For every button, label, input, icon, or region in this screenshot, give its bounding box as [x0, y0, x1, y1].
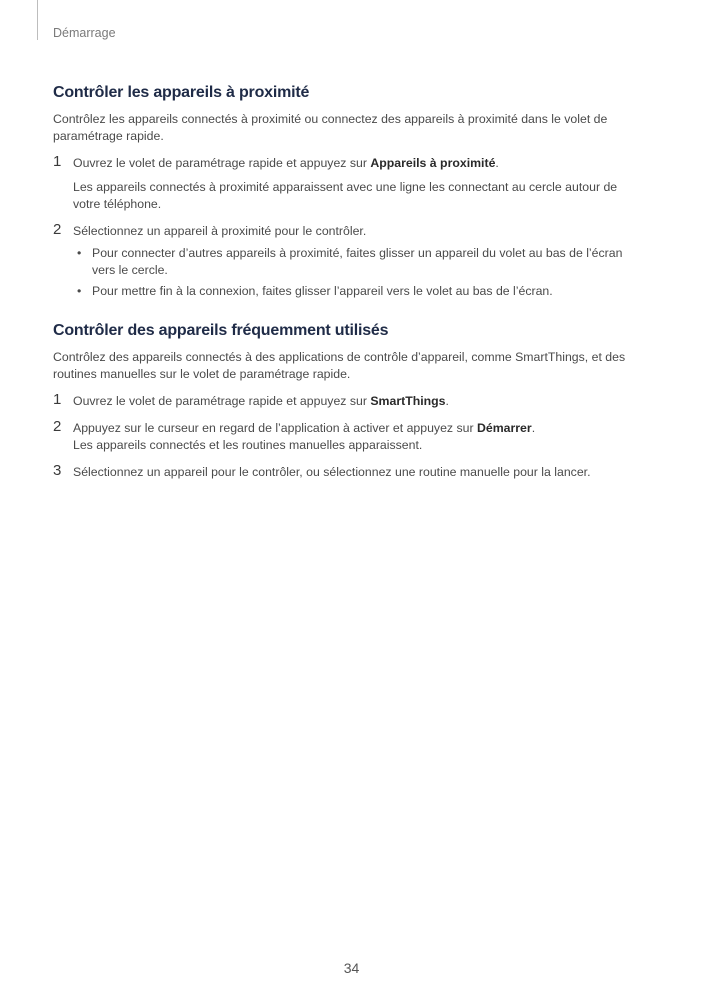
- step-text-part: .: [531, 421, 536, 435]
- section-intro-frequent-devices: Contrôlez des appareils connectés à des applications de contrôle d’appareil, comme SmartThings, et des routines manuelles sur le volet de paramétrage rapide.: [53, 350, 626, 381]
- bullet-text: Pour mettre fin à la connexion, faites glisser l’appareil vers le volet au bas de l’écran.: [92, 284, 553, 298]
- section-intro-nearby-devices: Contrôlez les appareils connectés à proximité ou connectez des appareils à proximité dans le volet de paramétrage rapide.: [53, 112, 608, 143]
- step-number: 3: [53, 462, 62, 479]
- step-text-part: .: [495, 156, 499, 170]
- step-item: [53, 464, 633, 481]
- step-text: [73, 420, 633, 437]
- ui-term-smartthings: SmartThings: [370, 394, 446, 408]
- ui-term-nearby-devices: Appareils à proximité: [370, 156, 496, 170]
- step-note: Les appareils connectés à proximité apparaissent avec une ligne les connectant au cercle autour de votre téléphone.: [73, 180, 618, 211]
- step-text: Sélectionnez un appareil à proximité pour le contrôler.: [73, 224, 367, 238]
- step-text-part: Ouvrez le volet de paramétrage rapide et appuyez sur: [73, 156, 371, 170]
- step-text: [73, 155, 633, 172]
- bullet-text: Pour connecter d’autres appareils à proximité, faites glisser un appareil du volet au bas de l’écran vers le cercle.: [92, 246, 623, 277]
- bullet-item: [73, 283, 633, 300]
- section-title-frequent-devices: Contrôler des appareils fréquemment utilisés: [53, 322, 389, 339]
- page-number: 34: [343, 960, 360, 976]
- step-item: [53, 420, 633, 454]
- section-title-nearby-devices: Contrôler les appareils à proximité: [53, 84, 310, 101]
- step-number: 2: [53, 418, 62, 435]
- header-divider: [37, 0, 38, 40]
- step-text: Sélectionnez un appareil pour le contrôler, ou sélectionnez une routine manuelle pour la lancer.: [73, 465, 591, 479]
- bullet-list: [73, 245, 633, 300]
- step-number: 2: [53, 221, 62, 238]
- page-content: [53, 84, 633, 491]
- step-text-part: Appuyez sur le curseur en regard de l’application à activer et appuyez sur: [73, 421, 477, 435]
- step-text-part: Ouvrez le volet de paramétrage rapide et appuyez sur: [73, 394, 371, 408]
- step-text: [73, 393, 633, 410]
- step-item: [53, 155, 633, 213]
- bullet-item: [73, 245, 633, 279]
- bullet-icon: •: [77, 246, 82, 260]
- step-number: 1: [53, 391, 62, 408]
- step-note: Les appareils connectés et les routines manuelles apparaissent.: [73, 438, 423, 452]
- chapter-header: Démarrage: [53, 26, 116, 40]
- step-item: [53, 223, 633, 300]
- bullet-icon: •: [77, 284, 82, 298]
- step-item: [53, 393, 633, 410]
- step-text-part: .: [445, 394, 449, 408]
- step-number: 1: [53, 153, 62, 170]
- ui-term-start: Démarrer: [476, 421, 532, 435]
